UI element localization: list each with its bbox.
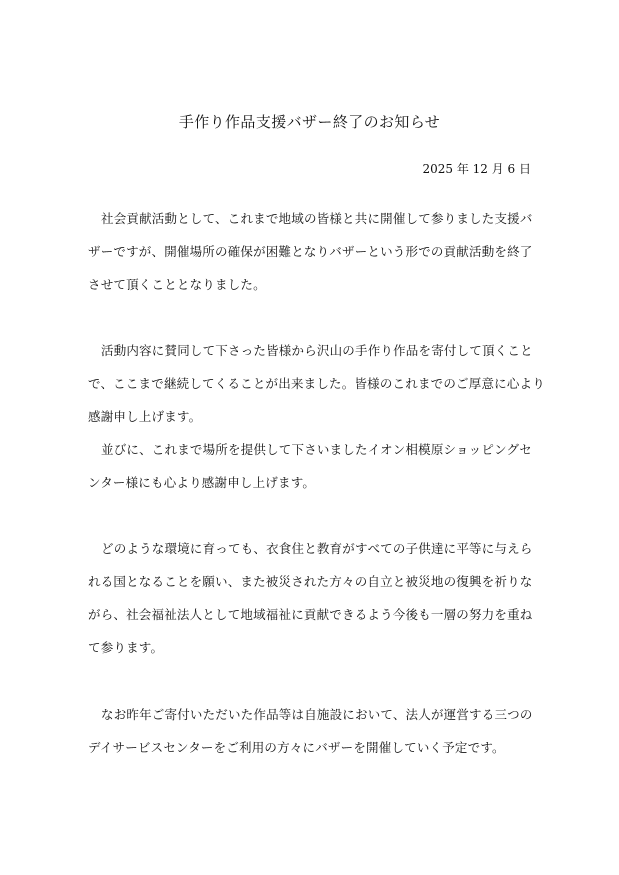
paragraph-line: ザーですが、開催場所の確保が困難となりバザーという形での貢献活動を終了 <box>88 244 533 259</box>
paragraph-line: れる国となることを願い、また被災された方々の自立と被災地の復興を祈りな <box>88 574 533 589</box>
paragraph-line: ンター様にも心より感謝申し上げます。 <box>88 475 316 490</box>
document-title: 手作り作品支援バザー終了のお知らせ <box>178 113 441 131</box>
paragraph-line: デイサービスセンターをご利用の方々にバザーを開催していく予定です。 <box>88 740 505 755</box>
paragraph-line: 社会貢献活動として、これまで地域の皆様と共に開催して参りました支援バ <box>101 211 533 226</box>
paragraph-line: がら、社会福祉法人として地域福祉に貢献できるよう今後も一層の努力を重ね <box>88 607 533 622</box>
paragraph-line: なお昨年ご寄付いただいた作品等は自施設において、法人が運営する三つの <box>101 707 533 722</box>
paragraph-line: 活動内容に賛同して下さった皆様から沢山の手作り作品を寄付して頂くこと <box>101 343 533 358</box>
document-date: 2025 年 12 月 6 日 <box>422 162 531 176</box>
paragraph-line: どのような環境に育っても、衣食住と教育がすべての子供達に平等に与えら <box>101 541 533 556</box>
paragraph-line: 並びに、これまで場所を提供して下さいましたイオン相模原ショッピングセ <box>101 442 532 457</box>
paragraph-line: で、ここまで継続してくることが出来ました。皆様のこれまでのご厚意に心より <box>88 376 545 391</box>
paragraph-line: させて頂くこととなりました。 <box>88 277 266 292</box>
paragraph-line: 感謝申し上げます。 <box>88 409 202 424</box>
paragraph-line: て参ります。 <box>88 640 164 655</box>
